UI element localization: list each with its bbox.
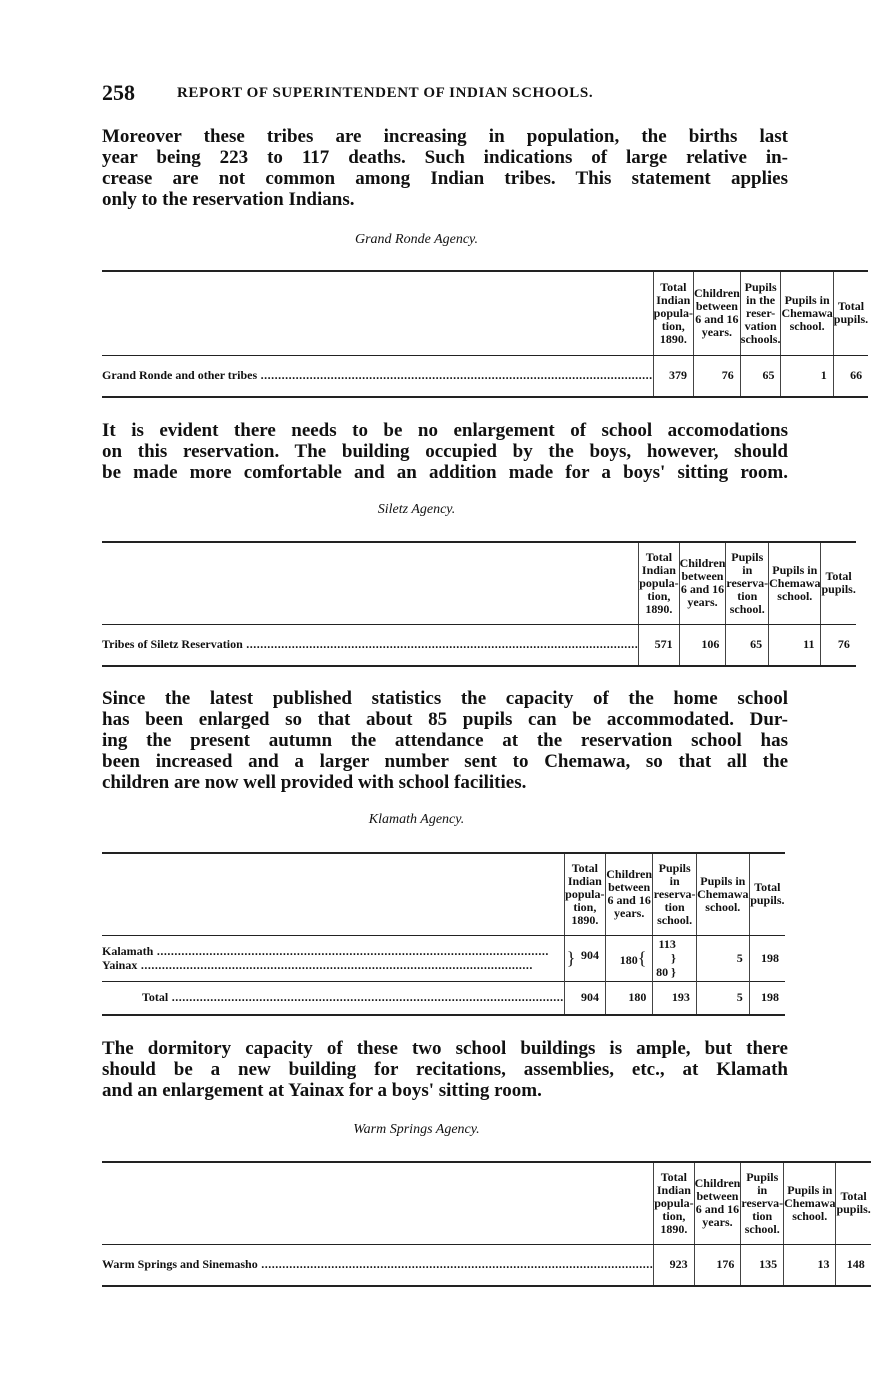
- total-row: [102, 981, 785, 1015]
- text-line: only to the reservation Indians.: [102, 189, 355, 210]
- total-label: Total .....: [102, 981, 564, 1015]
- paragraph-grand-ronde: [102, 420, 788, 483]
- header-chemawa: Pupils in Chemawa school.: [781, 271, 833, 355]
- header-reservation: Pupils in reserva- tion school.: [741, 1162, 784, 1244]
- text-line: has been enlarged so that about 85 pupils can be accommodated. Dur-: [102, 709, 788, 730]
- header-blank: [102, 1162, 654, 1244]
- text-line: on this reservation. The building occupied by the boys, however, should: [102, 441, 788, 462]
- total-total: 198: [749, 981, 785, 1015]
- header-population: Total Indian popula- tion, 1890.: [639, 542, 679, 624]
- table-title-siletz: Siletz Agency.: [377, 502, 456, 517]
- header-blank: [102, 542, 639, 624]
- header-total: Total pupils.: [749, 853, 785, 935]
- total-chemawa: 5: [696, 981, 749, 1015]
- row-name: Tribes of Siletz Reservation .....: [102, 624, 639, 666]
- table-row: [102, 1244, 871, 1286]
- text-line: ing the present autumn the attendance at the reservation school has: [102, 730, 788, 751]
- cell-chemawa: 11: [769, 624, 821, 666]
- page-number: 258: [102, 80, 135, 105]
- total-population: 904: [564, 981, 605, 1015]
- cell-reservation: 135: [741, 1244, 784, 1286]
- text-line: The dormitory capacity of these two school buildings is ample, but there: [102, 1038, 788, 1059]
- header-children: Children between 6 and 16 years.: [605, 853, 652, 935]
- cell-total: 148: [836, 1244, 871, 1286]
- header-chemawa: Pupils in Chemawa school.: [784, 1162, 836, 1244]
- text-line: Moreover these tribes are increasing in population, the births last: [102, 126, 788, 147]
- cell-population: } 904: [564, 935, 605, 981]
- paragraph-klamath: [102, 1038, 788, 1101]
- text-line: Since the latest published statistics the capacity of the home school: [102, 688, 788, 709]
- cell-population: 379: [653, 355, 693, 397]
- cell-population: 923: [654, 1244, 694, 1286]
- header-total: Total pupils.: [821, 542, 856, 624]
- table-title-klamath: Klamath Agency.: [368, 812, 465, 827]
- table-title-grand-ronde: Grand Ronde Agency.: [355, 232, 478, 247]
- text-line: children are now well provided with school facilities.: [102, 772, 527, 793]
- text-line: and an enlargement at Yainax for a boys' sitting room.: [102, 1080, 542, 1101]
- table-row: [102, 624, 856, 666]
- cell-total: 76: [821, 624, 856, 666]
- cell-chemawa: 1: [781, 355, 833, 397]
- table-siletz: [102, 541, 856, 667]
- row-name-kalamath: Kalamath: [102, 944, 154, 958]
- header-children: Children between 6 and 16 years.: [694, 1162, 741, 1244]
- header-blank: [102, 271, 653, 355]
- text-line: year being 223 to 117 deaths. Such indications of large relative in-: [102, 147, 788, 168]
- total-children: 180: [605, 981, 652, 1015]
- cell-reservation: 65: [740, 355, 781, 397]
- header-reservation: Pupils in reserva- tion school.: [653, 853, 696, 935]
- cell-chemawa: 13: [784, 1244, 836, 1286]
- table-klamath: [102, 852, 785, 1016]
- header-reservation: Pupils in reserva- tion school.: [726, 542, 769, 624]
- paragraph-siletz: [102, 688, 788, 793]
- header-blank: [102, 853, 564, 935]
- running-title: REPORT OF SUPERINTENDENT OF INDIAN SCHOOLS.: [177, 85, 594, 101]
- text-line: be made more comfortable and an addition made for a boys' sitting room.: [102, 462, 788, 483]
- total-reservation: 193: [653, 981, 696, 1015]
- cell-total: 198: [749, 935, 785, 981]
- header-population: Total Indian popula- tion, 1890.: [654, 1162, 694, 1244]
- header-population: Total Indian popula- tion, 1890.: [653, 271, 693, 355]
- header-children: Children between 6 and 16 years.: [693, 271, 740, 355]
- cell-total: 66: [833, 355, 868, 397]
- header-total: Total pupils.: [833, 271, 868, 355]
- header-reservation: Pupils in the reser- vation schools.: [740, 271, 781, 355]
- row-name: Grand Ronde and other tribes .....: [102, 355, 653, 397]
- table-warm-springs: [102, 1161, 871, 1287]
- page-header: [102, 80, 802, 110]
- header-chemawa: Pupils in Chemawa school.: [696, 853, 749, 935]
- table-title-warm-springs: Warm Springs Agency.: [353, 1122, 480, 1137]
- text-line: crease are not common among Indian tribes. This statement applies: [102, 168, 788, 189]
- cell-population: 571: [639, 624, 679, 666]
- header-total: Total pupils.: [836, 1162, 871, 1244]
- cell-children: 176: [694, 1244, 741, 1286]
- text-line: been increased and a larger number sent to Chemawa, so that all the: [102, 751, 788, 772]
- table-grand-ronde: [102, 270, 868, 398]
- row-name-yainax: Yainax: [102, 958, 138, 972]
- header-chemawa: Pupils in Chemawa school.: [769, 542, 821, 624]
- text-line: should be a new building for recitations, assemblies, etc., at Klamath: [102, 1059, 788, 1080]
- table-row-group: [102, 935, 785, 981]
- row-name: Warm Springs and Sinemasho .....: [102, 1244, 654, 1286]
- text-line: It is evident there needs to be no enlargement of school accomodations: [102, 420, 788, 441]
- cell-children: 180{: [605, 935, 652, 981]
- paragraph-population: [102, 126, 788, 210]
- table-row: [102, 355, 868, 397]
- row-names: [102, 935, 564, 981]
- header-children: Children between 6 and 16 years.: [679, 542, 726, 624]
- cell-reservation: 65: [726, 624, 769, 666]
- cell-reservation: 113 } 80 }: [653, 935, 696, 981]
- header-population: Total Indian popula- tion, 1890.: [564, 853, 605, 935]
- cell-children: 76: [693, 355, 740, 397]
- cell-chemawa: 5: [696, 935, 749, 981]
- cell-children: 106: [679, 624, 726, 666]
